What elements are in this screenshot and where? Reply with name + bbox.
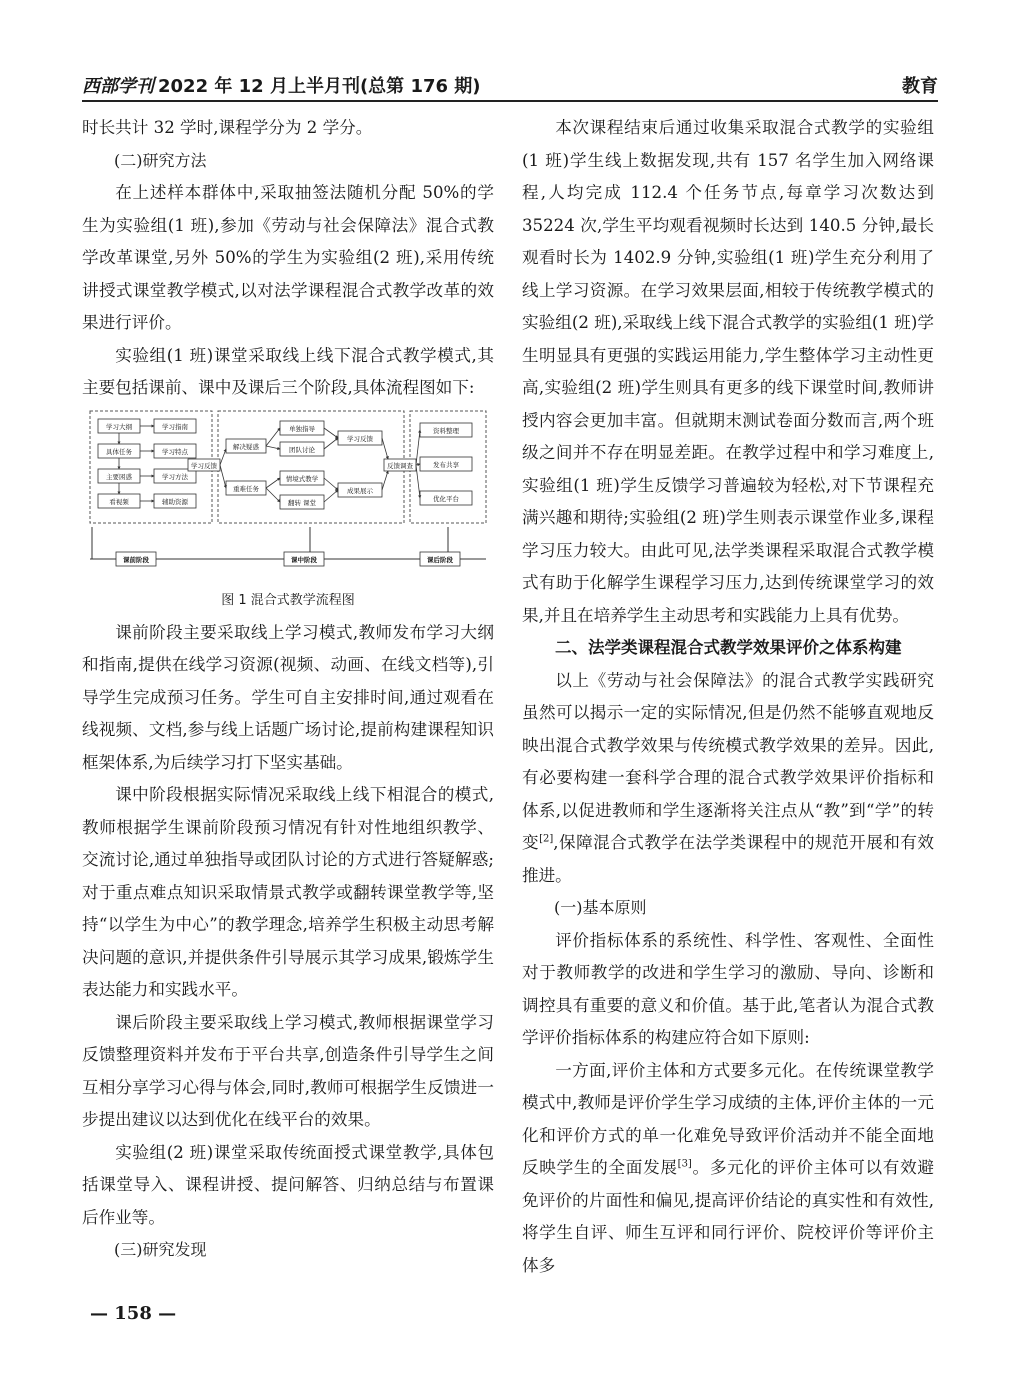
paragraph: 在上述样本群体中,采取抽签法随机分配 50%的学生为实验组(1 班),参加《劳动与社会保障法》混合式教学改革课堂,另外 50%的学生为实验组(2 班),采用传统讲授式课堂教学模式,以对法学课程混合式教学改革的效果进行评价。 xyxy=(82,183,494,332)
flow-node: 学习大纲 xyxy=(106,422,132,431)
flow-node: 具体任务 xyxy=(106,447,132,456)
paragraph-text: 。多元化的评价主体可以有效避免评价的片面性和偏见,提高评价结论的真实性和有效性,将学生自评、师生互评和同行评价、院校评价等评价主体多 xyxy=(522,1158,934,1275)
journal-title xyxy=(82,72,481,98)
paragraph: 实验组(2 班)课堂采取传统面授式课堂教学,具体包括课堂导入、课程讲授、提问解答、归纳总结与布置课后作业等。 xyxy=(82,1142,494,1227)
citation-ref[interactable]: [2] xyxy=(539,833,554,845)
flow-node: 看视频 xyxy=(109,497,129,506)
flow-node: 发布共享 xyxy=(433,460,459,469)
left-column xyxy=(82,112,494,1267)
paragraph xyxy=(522,1055,934,1283)
flow-node: 学习特点 xyxy=(162,447,188,456)
paragraph: 课中阶段根据实际情况采取线上线下相混合的模式,教师根据学生课前阶段预习情况有针对性地组织教学、交流讨论,通过单独指导或团队讨论的方式进行答疑解惑;对于重点难点知识采取情景式教学或翻转课堂教学等,坚持“以学生为中心”的教学理念,培养学生积极主动思考解决问题的意识,并提供条件引导展示其学习成果,锻炼学生表达能力和实践水平。 xyxy=(82,785,494,999)
flow-node: 重难任务 xyxy=(233,484,259,493)
page-number: — 158 — xyxy=(90,1303,177,1324)
flow-node: 辅助资源 xyxy=(162,497,188,506)
paragraph: 课前阶段主要采取线上学习模式,教师发布学习大纲和指南,提供在线学习资源(视频、动画、在线文档等),引导学生完成预习任务。学生可自主安排时间,通过观看在线视频、文档,参与线上话题广场讨论,提前构建课程知识框架体系,为后续学习打下坚实基础。 xyxy=(82,622,494,772)
stage-label-in: 课中阶段 xyxy=(291,555,317,564)
flow-link-node: 反馈调查 xyxy=(387,461,413,470)
flow-node: 学习方法 xyxy=(162,472,188,481)
paragraph-text: 一方面,评价主体和方式要多元化。在传统课堂教学模式中,教师是评价学生学习成绩的主体,评价主体的一元化和评价方式的单一化难免导致评价活动并不能全面地反映学生的全面发展 xyxy=(522,1060,934,1177)
flow-node: 学习指南 xyxy=(162,422,188,431)
stage-label-pre: 课前阶段 xyxy=(123,555,149,564)
flowchart-figure xyxy=(82,409,494,587)
paragraph: 课后阶段主要采取线上学习模式,教师根据课堂学习反馈整理资料并发布于平台共享,创造条件引导学生之间互相分享学习心得与体会,同时,教师可根据学生反馈进一步提出建议以达到优化在线平台的效果。 xyxy=(82,1012,494,1129)
journal-logo: 西部学刊 xyxy=(82,76,154,97)
paragraph: 本次课程结束后通过收集采取混合式教学的实验组(1 班)学生线上数据发现,共有 157 名学生加入网络课程,人均完成 112.4 个任务节点,每章学习次数达到 35224 次,学生平均观看视频时长达到 140.5 分钟,最长观看时长为 1402.9 分钟,实验组(1 班)学生充分利用了线上学习资源。在学习效果层面,相较于传统教学模式的实验组(2 班),采取线上线下混合式教学的实验组(1 班)学生明显具有更强的实践运用能力,学生整体学习主动性更高,实验组(2 班)学生则具有更多的线下课堂时间,教师讲授内容会更加丰富。但就期末测试卷面分数而言,两个班级之间并不存在明显差距。在教学过程中和学习难度上,实验组(1 班)学生反馈学习普遍较为轻松,对下节课程充满兴趣和期待;实验组(2 班)学生则表示课堂作业多,课程学习压力较大。由此可见,法学类课程采取混合式教学模式有助于化解学生课程学习压力,达到传统课堂学习的效果,并且在培养学生主动思考和实践能力上具有优势。 xyxy=(522,118,934,625)
running-header xyxy=(82,70,938,102)
flow-link-node: 学习反馈 xyxy=(191,461,217,470)
flow-node: 翻转 课堂 xyxy=(287,498,317,507)
flow-node: 单独指导 xyxy=(289,424,315,433)
flow-node: 情境式教学 xyxy=(285,474,319,483)
stage-label-post: 课后阶段 xyxy=(427,555,453,564)
flow-node: 成果展示 xyxy=(347,486,373,495)
flow-node: 团队讨论 xyxy=(289,445,315,454)
subheading-findings: (三)研究发现 xyxy=(114,1240,207,1259)
flow-node: 主要困惑 xyxy=(106,472,132,481)
right-column xyxy=(522,112,934,1282)
flow-node: 资料整理 xyxy=(433,426,459,435)
figure-caption: 图 1 混合式教学流程图 xyxy=(221,592,355,608)
subheading-method: (二)研究方法 xyxy=(114,150,207,170)
paragraph: 时长共计 32 学时,课程学分为 2 学分。 xyxy=(82,118,373,137)
flow-node: 学习反馈 xyxy=(347,434,373,443)
citation-ref[interactable]: [3] xyxy=(677,1158,692,1170)
paragraph-text: 以上《劳动与社会保障法》的混合式教学实践研究虽然可以揭示一定的实际情况,但是仍然不能够直观地反映出混合式教学效果与传统模式教学效果的差异。因此,有必要构建一套科学合理的混合式教学效果评价指标和体系,以促进教师和学生逐渐将关注点从“教”到“学”的转变 xyxy=(522,670,934,852)
section-heading: 二、法学类课程混合式教学效果评价之体系构建 xyxy=(555,638,902,657)
flow-node: 解决疑惑 xyxy=(233,442,259,451)
paragraph: 实验组(1 班)课堂采取线上线下混合式教学模式,其主要包括课前、课中及课后三个阶段,具体流程图如下: xyxy=(82,345,494,397)
section-name: 教育 xyxy=(902,76,938,97)
paragraph xyxy=(522,665,934,893)
paragraph-text: ,保障混合式教学在法学类课程中的规范开展和有效推进。 xyxy=(522,833,935,885)
subheading-basic: (一)基本原则 xyxy=(554,898,647,917)
paragraph: 评价指标体系的系统性、科学性、客观性、全面性对于教师教学的改进和学生学习的激励、导向、诊断和调控具有重要的意义和价值。基于此,笔者认为混合式教学评价指标体系的构建应符合如下原则: xyxy=(522,930,934,1047)
issue-info: 2022 年 12 月上半月刊(总第 176 期) xyxy=(158,76,481,97)
flow-node: 优化平台 xyxy=(433,494,459,503)
